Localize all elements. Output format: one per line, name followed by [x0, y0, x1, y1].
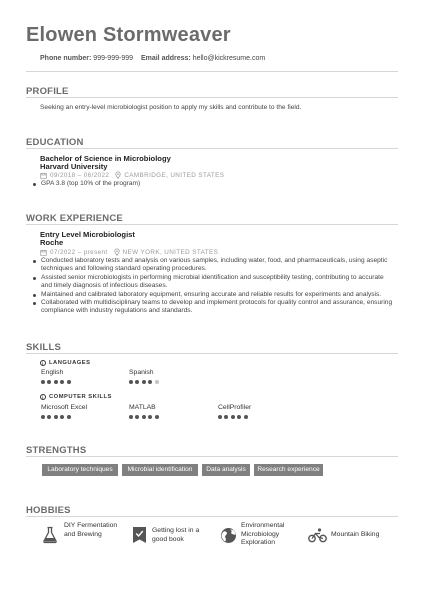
education-bullet: GPA 3.8 (top 10% of the program) [32, 180, 392, 188]
education-heading: EDUCATION [26, 137, 84, 148]
hobbies-heading: HOBBIES [26, 505, 71, 516]
info-icon: i [40, 360, 46, 366]
skill-name: CellProfiler [218, 404, 252, 411]
rating-dot-filled [67, 380, 71, 384]
flask-icon [42, 526, 58, 544]
hobbies-divider [26, 516, 398, 517]
rating-dot-filled [60, 380, 64, 384]
rating-dot-filled [237, 415, 241, 419]
company-name: Roche [40, 238, 64, 247]
rating-dot-filled [148, 380, 152, 384]
languages-title: LANGUAGES [49, 360, 91, 366]
rating-dot-filled [41, 380, 45, 384]
skill-rating [218, 415, 248, 419]
header-divider [26, 71, 398, 72]
profile-heading: PROFILE [26, 86, 69, 97]
rating-dot-filled [231, 415, 235, 419]
hobby-label: DIY Fermentation and Brewing [64, 522, 118, 538]
experience-bullet: Collaborated with multidisciplinary teams to develop and implement protocols for quality control and assurance, ensuring compliance with industry regulations and standards. [32, 299, 396, 316]
skills-divider [26, 353, 398, 354]
rating-dot-filled [135, 380, 139, 384]
hobby-label: Environmental Microbiology Exploration [241, 522, 285, 547]
rating-dot-filled [47, 415, 51, 419]
experience-bullets [32, 257, 396, 316]
experience-dates: 07/2022 – present [50, 248, 108, 256]
email-label: Email address: [140, 55, 191, 62]
rating-dot-filled [224, 415, 228, 419]
job-role: Entry Level Microbiologist [40, 230, 135, 239]
degree-title: Bachelor of Science in Microbiology [40, 154, 171, 163]
education-divider [26, 148, 398, 149]
contact-line [40, 55, 265, 62]
skill-name: Spanish [129, 369, 154, 376]
phone-label: Phone number: [40, 55, 92, 62]
school-name: Harvard University [40, 162, 108, 171]
rating-dot-filled [142, 380, 146, 384]
calendar-icon [40, 249, 47, 256]
computer-skills-title: COMPUTER SKILLS [49, 394, 112, 400]
rating-dot-filled [142, 415, 146, 419]
email-value[interactable]: hello@kickresume.com [192, 55, 266, 62]
rating-dot-filled [148, 415, 152, 419]
hobby-label: Getting lost in a good book [152, 527, 200, 543]
strength-tag: Research experience [254, 464, 323, 476]
skill-name: MATLAB [129, 404, 156, 411]
rating-dot-filled [67, 415, 71, 419]
bike-icon [308, 528, 327, 543]
location-pin-icon [115, 171, 121, 179]
rating-dot-filled [244, 415, 248, 419]
skills-heading: SKILLS [26, 342, 61, 353]
strengths-divider [26, 456, 398, 457]
experience-meta [40, 248, 218, 256]
education-location: CAMBRIDGE, UNITED STATES [124, 171, 225, 179]
skill-rating [129, 380, 159, 384]
rating-dot-filled [60, 415, 64, 419]
calendar-icon [40, 172, 47, 179]
hobby-label: Mountain Biking [331, 531, 380, 538]
skill-name: English [41, 369, 64, 376]
education-meta [40, 171, 224, 179]
rating-dot-filled [41, 415, 45, 419]
rating-dot-filled [54, 380, 58, 384]
profile-text: Seeking an entry-level microbiologist position to apply my skills and contribute to the field. [40, 104, 302, 111]
globe-icon [220, 527, 237, 544]
profile-divider [26, 97, 398, 98]
rating-dot-filled [47, 380, 51, 384]
strength-tag: Data analysis [202, 464, 250, 476]
experience-bullet: Assisted senior microbiologists in performing microbial identification and susceptibility testing, contributing to accurate and timely diagnosis of infectious diseases. [32, 274, 396, 291]
experience-divider [26, 224, 398, 225]
skill-rating [129, 415, 159, 419]
phone-value: 999-999-999 [93, 55, 133, 62]
computer-skills-subheading [40, 394, 112, 400]
strength-tag: Laboratory techniques [42, 464, 118, 476]
info-icon: i [40, 394, 46, 400]
languages-subheading [40, 360, 91, 366]
rating-dot-filled [54, 415, 58, 419]
experience-bullet: Conducted laboratory tests and analysis on various samples, including water, food, and pharmaceuticals, using aseptic techniques and following standard operating procedures. [32, 257, 396, 274]
strength-tag: Microbial identification [122, 464, 198, 476]
location-pin-icon [114, 248, 120, 256]
book-icon [132, 526, 147, 544]
rating-dot-empty [155, 380, 159, 384]
experience-heading: WORK EXPERIENCE [26, 213, 123, 224]
rating-dot-filled [218, 415, 222, 419]
experience-bullet: Maintained and calibrated laboratory equipment, ensuring accurate and reliable results for experiments and analysis. [32, 291, 396, 299]
skill-rating [41, 415, 71, 419]
education-dates: 09/2018 – 06/2022 [50, 171, 110, 179]
strengths-heading: STRENGTHS [26, 445, 87, 456]
rating-dot-filled [155, 415, 159, 419]
rating-dot-filled [135, 415, 139, 419]
education-bullets [32, 180, 392, 188]
rating-dot-filled [129, 380, 133, 384]
rating-dot-filled [129, 415, 133, 419]
experience-location: NEW YORK, UNITED STATES [122, 248, 219, 256]
skill-name: Microsoft Excel [41, 404, 88, 411]
candidate-name: Elowen Stormweaver [26, 24, 231, 46]
skill-rating [41, 380, 71, 384]
